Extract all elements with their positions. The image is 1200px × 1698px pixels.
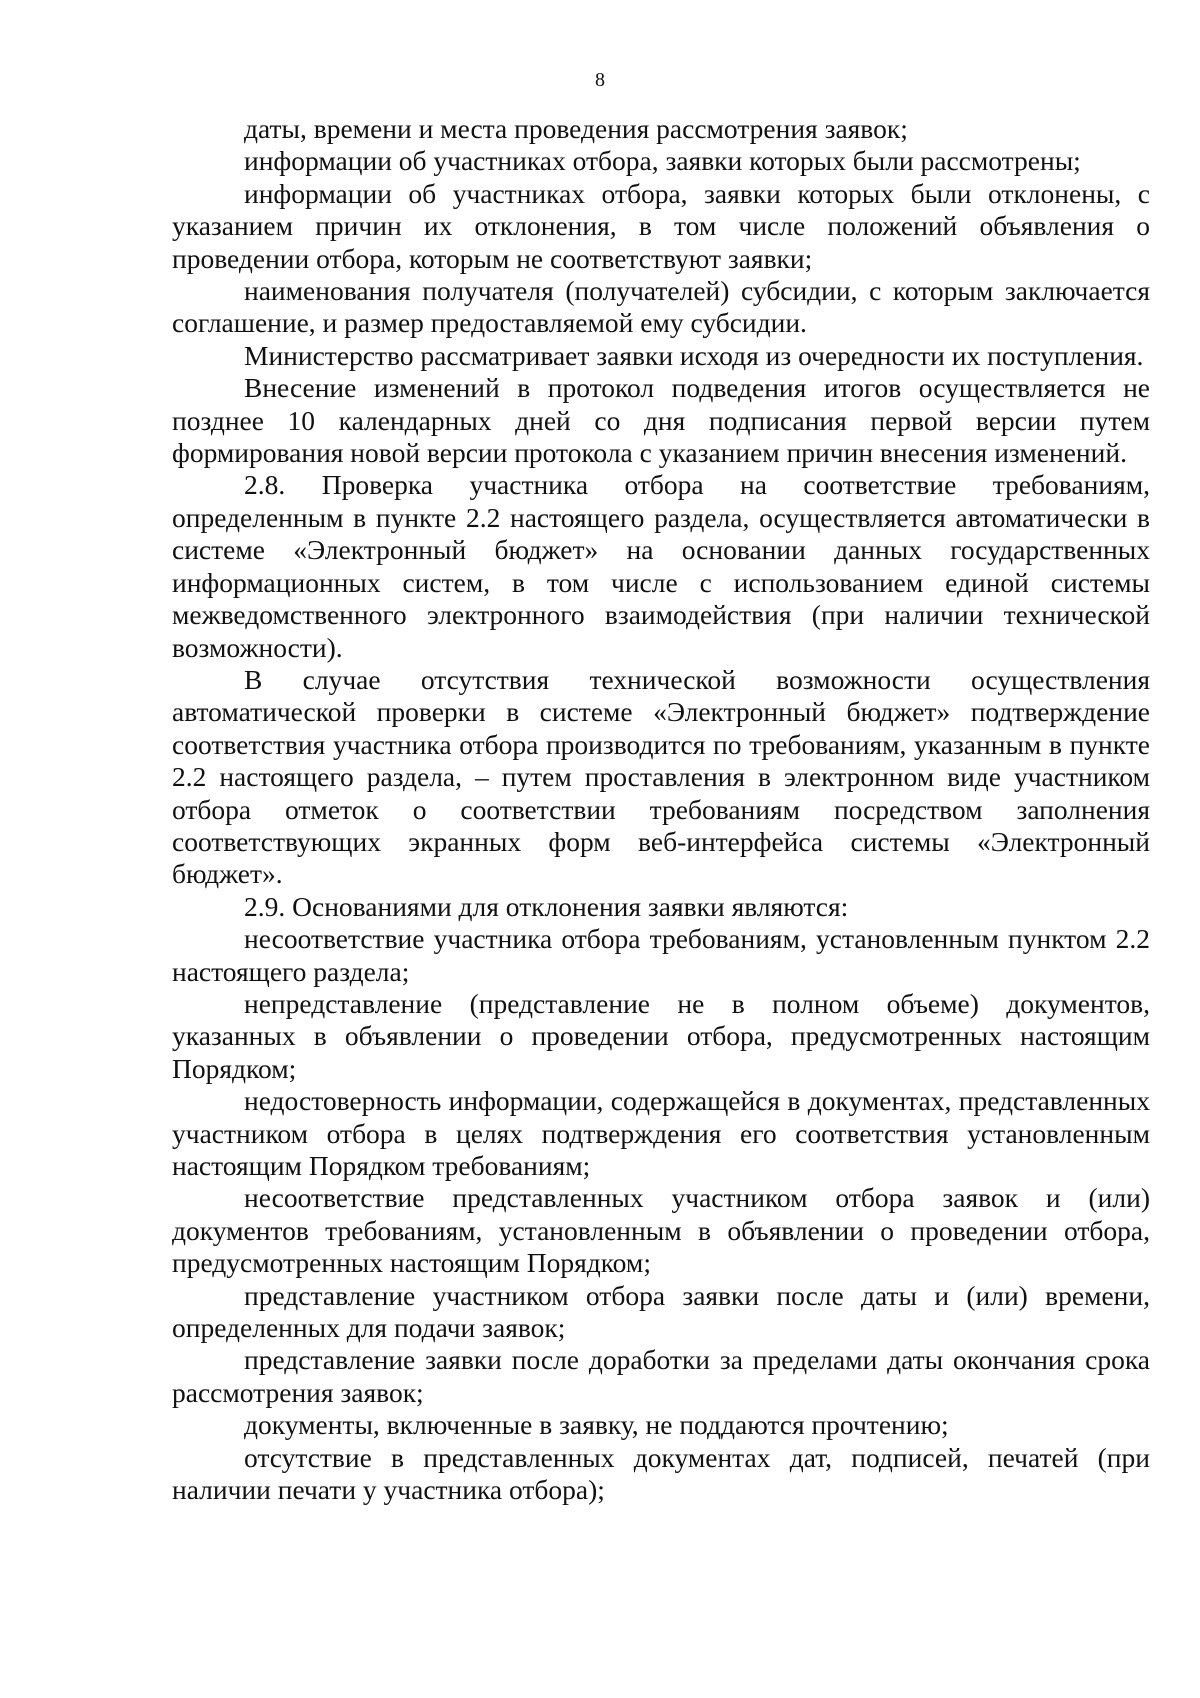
- list-item-unreliable-information: недостоверность информации, содержащейся в документах, представленных участником отбора в целях подтверждения его соответствия установленным настоящим Порядком требованиям;: [172, 1085, 1150, 1181]
- paragraph-review-date: даты, времени и места проведения рассмотрения заявок;: [244, 113, 908, 144]
- paragraph-review-order: Министерство рассматривает заявки исходя из очередности их поступления.: [244, 339, 1144, 371]
- document-body: [172, 113, 1150, 1506]
- list-item-documents-mismatch: несоответствие представленных участником отбора заявок и (или) документов требованиям, установленным в объявлении о проведении отбора, предусмотренных настоящим Порядком;: [172, 1182, 1150, 1279]
- list-item-missing-documents: непредставление (представление не в полном объеме) документов, указанных в объявлении о проведении отбора, предусмотренных настоящим Порядком;: [172, 987, 1150, 1084]
- list-item-late-submission: представление участником отбора заявки после даты и (или) времени, определенных для подачи заявок;: [172, 1279, 1150, 1344]
- list-item-requirements-mismatch: несоответствие участника отбора требованиям, установленным пунктом 2.2 настоящего раздела;: [172, 923, 1150, 987]
- list-item-late-revision: представление заявки после доработки за пределами даты окончания срока рассмотрения заявок;: [172, 1344, 1150, 1408]
- paragraph-reviewed-participants: информации об участниках отбора, заявки которых были рассмотрены;: [244, 145, 1081, 177]
- list-item-unreadable-documents: документы, включенные в заявку, не поддаются прочтению;: [244, 1409, 949, 1441]
- paragraph-manual-check: В случае отсутствия технической возможности осуществления автоматической проверки в системе «Электронный бюджет» подтверждение соответствия участника отбора производится по требованиям, указанным в пункте 2.2 настоящего раздела, – путем проставления в электронном виде участником отбора отметок о соответствии требованиям посредством заполнения соответствующих экранных форм веб-интерфейса системы «Электронный бюджет».: [172, 663, 1150, 890]
- paragraph-rejected-participants: информации об участниках отбора, заявки которых были отклонены, с указанием причин их отклонения, в том числе положений объявления о проведении отбора, которым не соответствуют заявки;: [172, 177, 1150, 274]
- paragraph-protocol-changes: Внесение изменений в протокол подведения итогов осуществляется не позднее 10 календарных дней со дня подписания первой версии путем формирования новой версии протокола с указанием причин внесения изменений.: [172, 372, 1150, 469]
- paragraph-subsidy-recipient: наименования получателя (получателей) субсидии, с которым заключается соглашение, и размер предоставляемой ему субсидии.: [172, 275, 1150, 339]
- paragraph-section-2-8: 2.8. Проверка участника отбора на соответствие требованиям, определенным в пункте 2.2 настоящего раздела, осуществляется автоматически в системе «Электронный бюджет» на основании данных государственных информационных систем, в том числе с использованием единой системы межведомственного электронного взаимодействия (при наличии технической возможности).: [172, 469, 1150, 663]
- page-number: 8: [595, 69, 605, 91]
- paragraph-section-2-9: 2.9. Основаниями для отклонения заявки являются:: [244, 890, 849, 922]
- list-item-missing-signatures: отсутствие в представленных документах дат, подписей, печатей (при наличии печати у участника отбора);: [172, 1441, 1150, 1506]
